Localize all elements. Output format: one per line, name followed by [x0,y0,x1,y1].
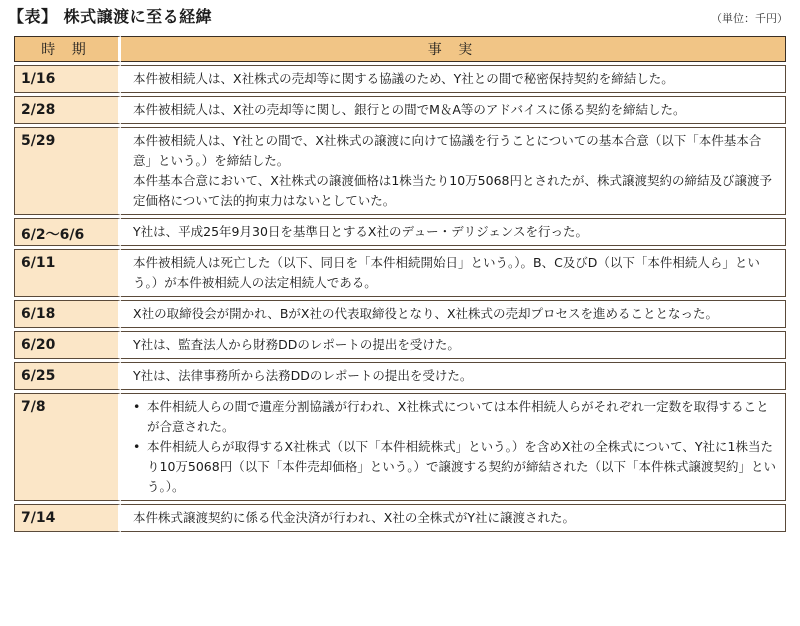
fact-text: 本件基本合意において、X社株式の譲渡価格は1株当たり10万5068円とされたが、株式譲渡契約の締結及び譲渡予定価格について法的拘束力はないとしていた。 [133,173,772,208]
row-date: 2/28 [14,96,121,124]
table-row [14,127,786,215]
row-fact [121,393,786,501]
fact-bullet: • 本件相続人らが取得するX社株式（以下「本件相続株式」という。）を含めX社の全株式について、Y社に1株当たり10万5068円（以下「本件売却価格」という。）で譲渡する契約が締結された（以下「本件株式譲渡契約」という。）。 [133,437,777,497]
table-row [14,96,786,124]
table-row [14,218,786,246]
fact-bullet-list [133,397,777,497]
fact-text: 本件被相続人は、X社株式の売却等に関する協議のため、Y社との間で秘密保持契約を締結した。 [133,71,674,86]
fact-text: 本件被相続人は、X社の売却等に関し、銀行との間でM＆A等のアドバイスに係る契約を締結した。 [133,102,686,117]
fact-text: Y社は、監査法人から財務DDのレポートの提出を受けた。 [133,337,460,352]
table-row [14,65,786,93]
row-date: 6/25 [14,362,121,390]
unit-label: （単位：千円） [711,12,788,25]
row-date: 1/16 [14,65,121,93]
header-date: 時 期 [14,36,121,62]
table-row [14,362,786,390]
fact-text: 本件被相続人は、Y社との間で、X社株式の譲渡に向けて協議を行うことについての基本合意（以下「本件基本合意」という。）を締結した。 [133,133,762,168]
header-fact: 事 実 [121,36,786,62]
row-fact [121,127,786,215]
header-row [14,36,786,62]
row-date: 6/20 [14,331,121,359]
row-fact [121,96,786,124]
row-fact [121,362,786,390]
row-date: 7/14 [14,504,121,532]
history-table [14,36,786,532]
row-date: 6/18 [14,300,121,328]
table-row [14,331,786,359]
fact-text: 本件株式譲渡契約に係る代金決済が行われ、X社の全株式がY社に譲渡された。 [133,510,575,525]
row-date: 5/29 [14,127,121,215]
table-row [14,393,786,501]
table-title: 【表】 株式譲渡に至る経緯 [8,7,213,26]
row-fact [121,218,786,246]
row-date: 6/11 [14,249,121,297]
row-date: 7/8 [14,393,121,501]
fact-text: 本件被相続人は死亡した（以下、同日を「本件相続開始日」という。）。B、C及びD（以下「本件相続人ら」という。）が本件被相続人の法定相続人である。 [133,255,760,290]
table-row [14,249,786,297]
row-fact [121,504,786,532]
row-date: 6/2～6/6 [14,218,121,246]
row-fact [121,331,786,359]
fact-text: Y社は、平成25年9月30日を基準日とするX社のデュー・デリジェンスを行った。 [133,224,588,239]
table-row [14,504,786,532]
fact-bullet: • 本件相続人らの間で遺産分割協議が行われ、X社株式については本件相続人らがそれぞれ一定数を取得することが合意された。 [133,397,777,437]
fact-text: Y社は、法律事務所から法務DDのレポートの提出を受けた。 [133,368,473,383]
row-fact [121,300,786,328]
table-row [14,300,786,328]
row-fact [121,249,786,297]
row-fact [121,65,786,93]
fact-text: X社の取締役会が開かれ、BがX社の代表取締役となり、X社株式の売却プロセスを進めることとなった。 [133,306,719,321]
